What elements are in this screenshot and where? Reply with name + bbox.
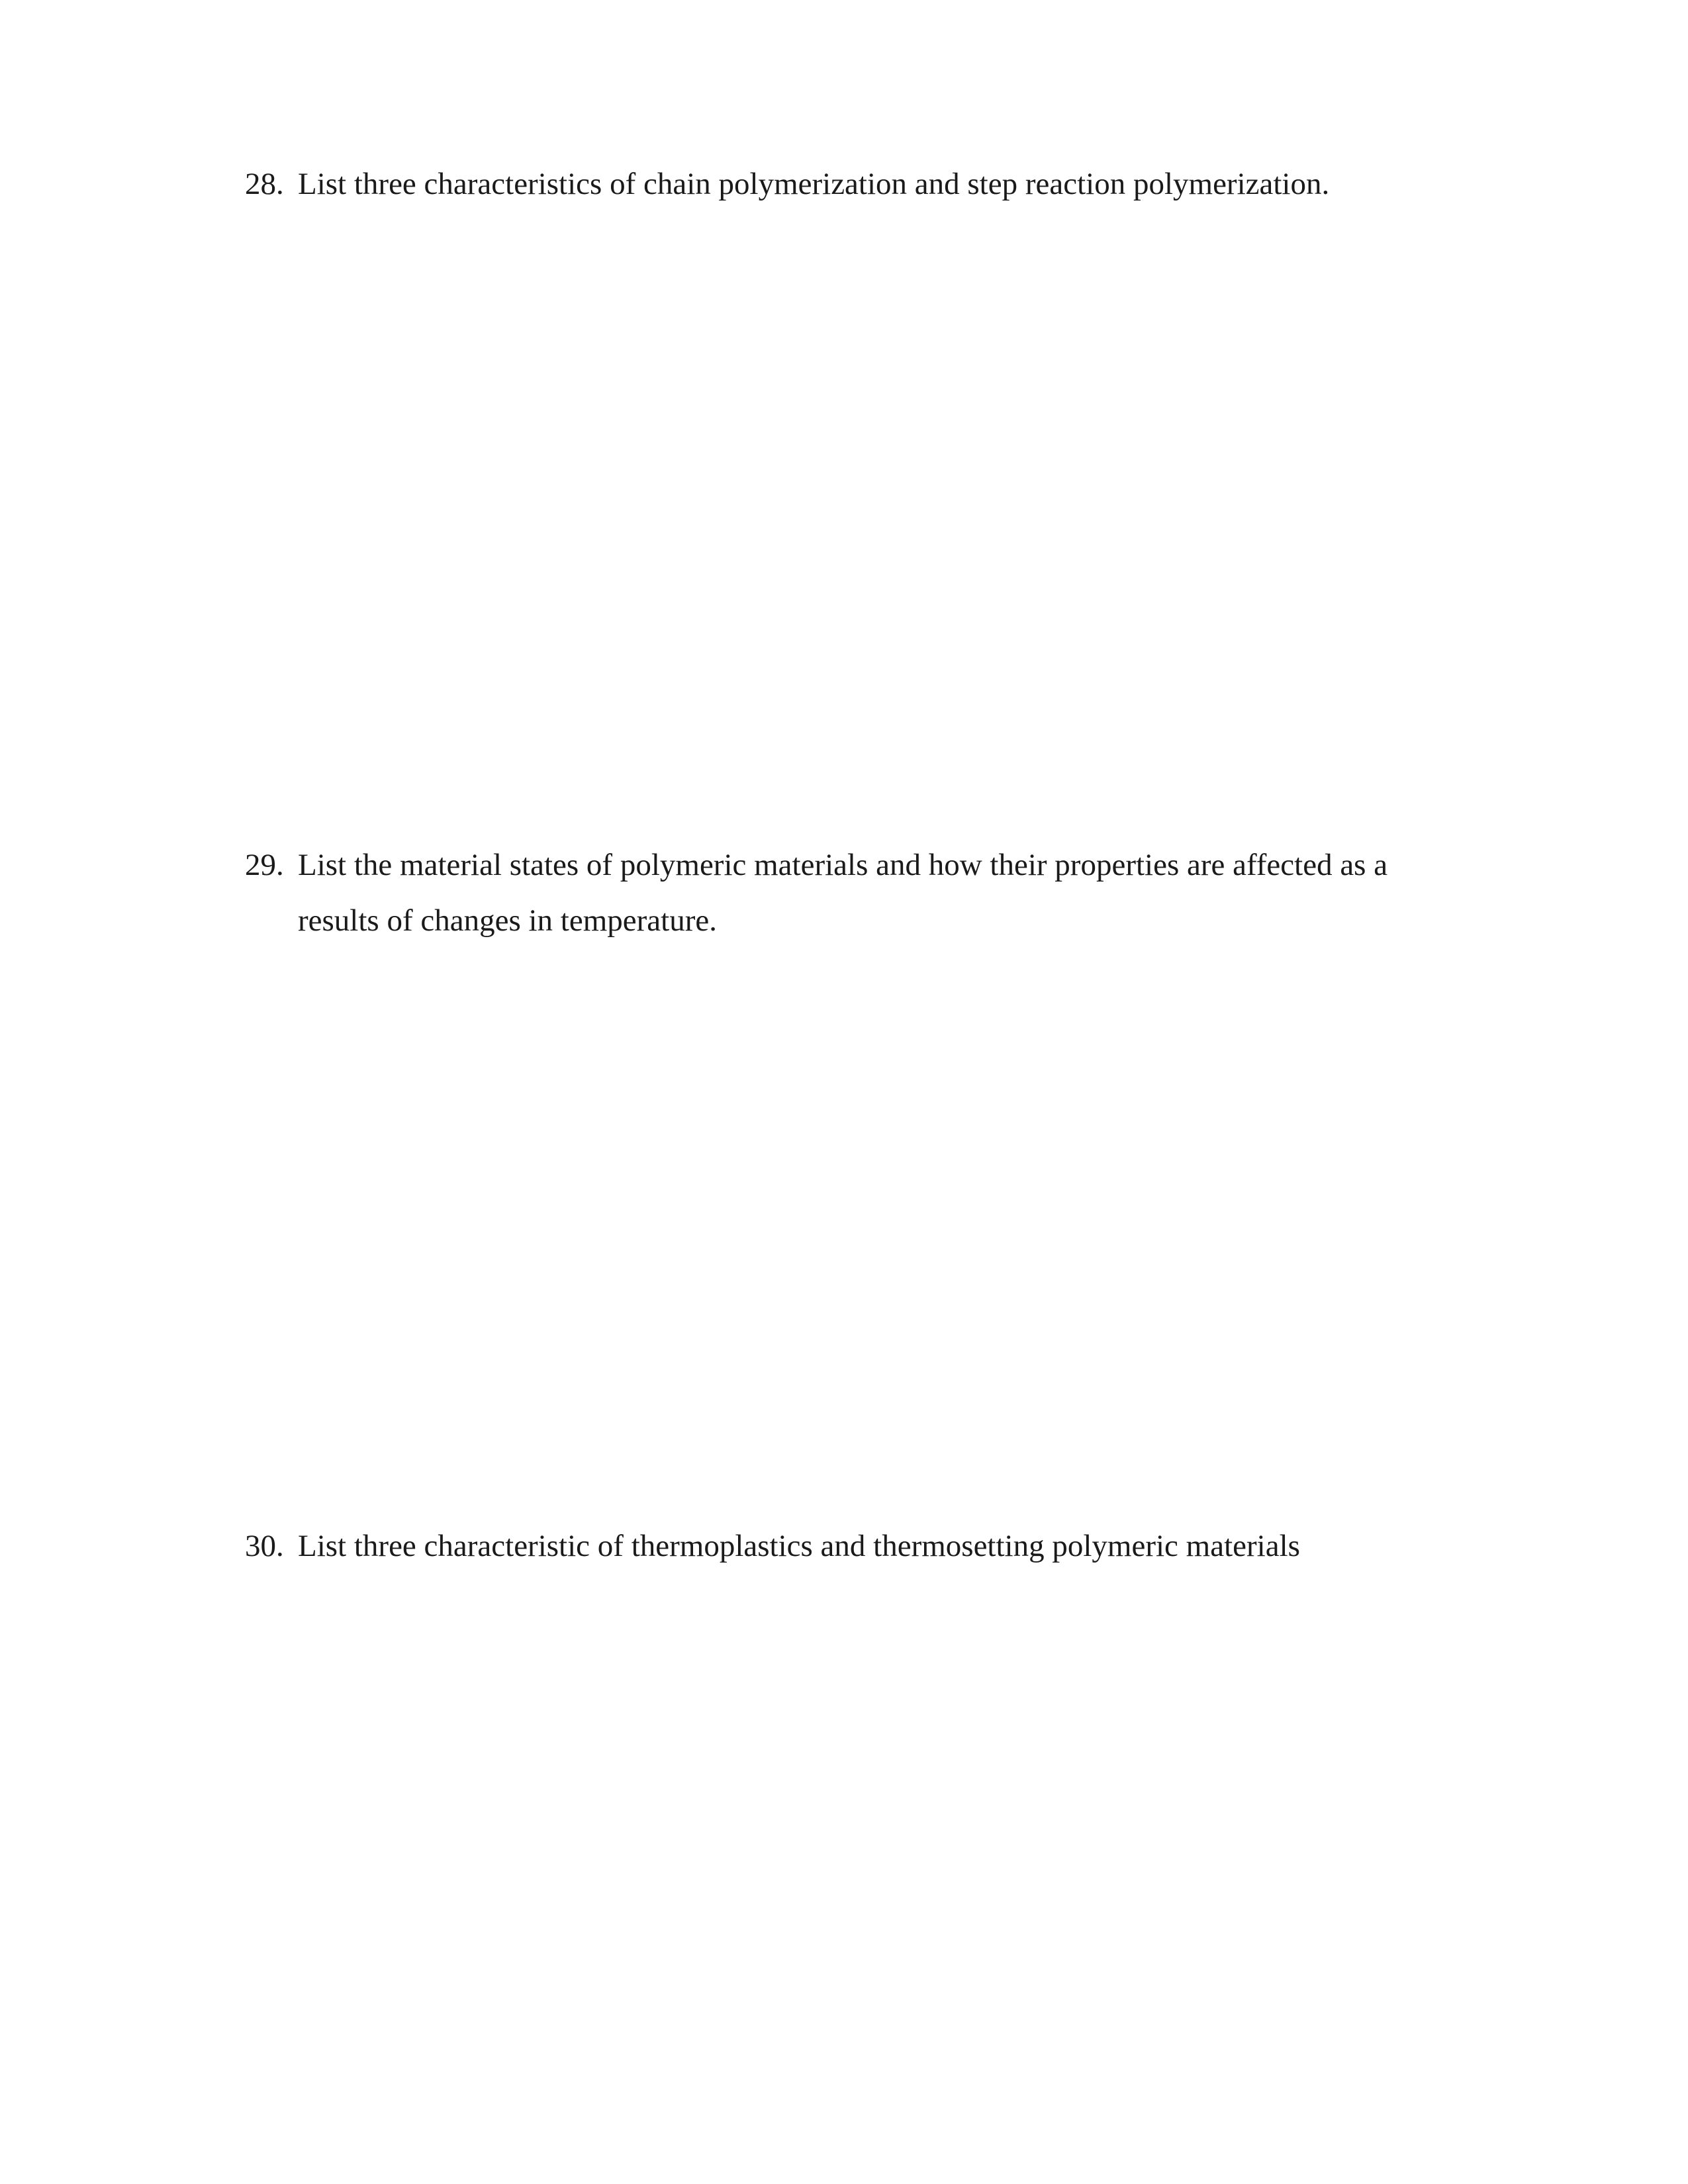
question-text: List the material states of polymeric materials and how their properties are affected as a results of changes in temperature. [298,848,1388,938]
question-28 [245,156,1450,212]
question-number: 30. [245,1529,284,1563]
question-number: 28. [245,167,284,201]
question-30 [245,1518,1450,1574]
question-text: List three characteristics of chain polymerization and step reaction polymerization. [298,167,1330,201]
question-number: 29. [245,848,284,882]
question-text: List three characteristic of thermoplastics and thermosetting polymeric materials [298,1529,1300,1563]
question-29 [245,837,1450,948]
